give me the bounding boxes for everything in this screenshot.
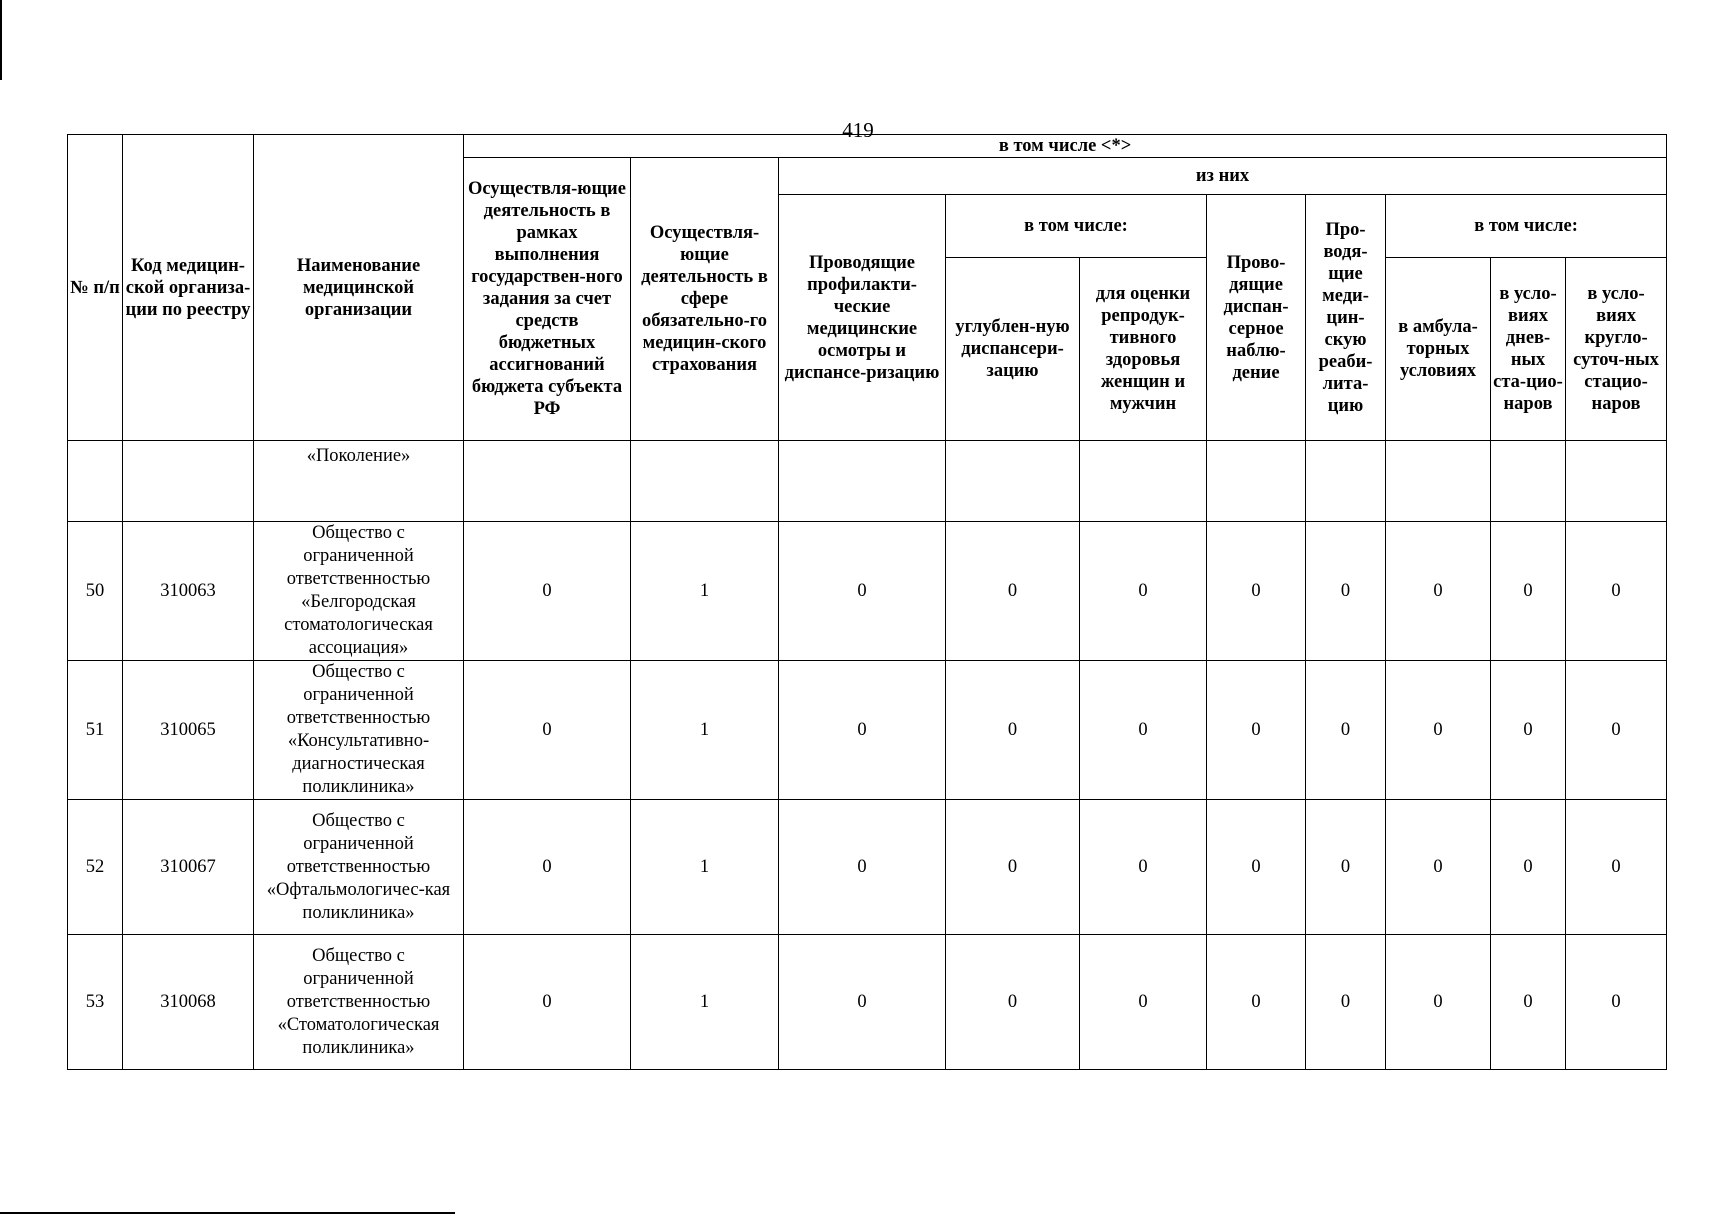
header-amb: в амбула-торных условиях bbox=[1386, 258, 1491, 441]
table-row bbox=[68, 661, 1667, 800]
row-value: 1 bbox=[631, 661, 779, 800]
row-num: 52 bbox=[68, 800, 123, 935]
header-code: Код медицин-ской организа-ции по реестру bbox=[123, 135, 254, 441]
row-name: Общество с ограниченной ответственностью «Офтальмологичес-кая поликлиника» bbox=[254, 800, 464, 935]
table-row bbox=[68, 522, 1667, 661]
row-value: 0 bbox=[1306, 661, 1386, 800]
row-value: 0 bbox=[1207, 522, 1306, 661]
cell-empty bbox=[1566, 441, 1667, 522]
continuation-name: «Поколение» bbox=[254, 441, 464, 522]
row-value: 0 bbox=[1080, 661, 1207, 800]
cell-empty bbox=[946, 441, 1080, 522]
row-value: 0 bbox=[1306, 522, 1386, 661]
header-name: Наименование медицинской организации bbox=[254, 135, 464, 441]
row-value: 0 bbox=[1491, 800, 1566, 935]
row-value: 0 bbox=[464, 935, 631, 1070]
row-value: 0 bbox=[1207, 661, 1306, 800]
row-value: 0 bbox=[1566, 935, 1667, 1070]
cell-empty bbox=[1207, 441, 1306, 522]
page-number: 419 bbox=[842, 118, 874, 142]
row-value: 0 bbox=[1491, 935, 1566, 1070]
header-of-them: из них bbox=[779, 158, 1667, 195]
row-code: 310065 bbox=[123, 661, 254, 800]
row-value: 0 bbox=[779, 661, 946, 800]
row-value: 0 bbox=[1491, 661, 1566, 800]
row-value: 0 bbox=[946, 522, 1080, 661]
cell-empty bbox=[1386, 441, 1491, 522]
scan-edge-line bbox=[0, 0, 2, 80]
cell-empty bbox=[68, 441, 123, 522]
header-round: в усло-виях кругло-суточ-ных стацио-наров bbox=[1566, 258, 1667, 441]
row-value: 0 bbox=[946, 935, 1080, 1070]
header-day: в усло-виях днев-ных ста-цио-наров bbox=[1491, 258, 1566, 441]
row-value: 0 bbox=[464, 661, 631, 800]
table-row bbox=[68, 800, 1667, 935]
row-value: 0 bbox=[1080, 935, 1207, 1070]
row-num: 53 bbox=[68, 935, 123, 1070]
row-value: 0 bbox=[1306, 935, 1386, 1070]
header-num: № п/п bbox=[68, 135, 123, 441]
cell-empty bbox=[123, 441, 254, 522]
row-name: Общество с ограниченной ответственностью «Белгородская стоматологическая ассоциация» bbox=[254, 522, 464, 661]
cell-empty bbox=[464, 441, 631, 522]
row-value: 0 bbox=[1207, 800, 1306, 935]
row-value: 0 bbox=[1386, 661, 1491, 800]
medical-organizations-table bbox=[67, 134, 1667, 1070]
row-value: 0 bbox=[779, 800, 946, 935]
header-oms: Осуществля-ющие деятельность в сфере обязательно-го медицин-ского страхования bbox=[631, 158, 779, 441]
row-value: 0 bbox=[946, 661, 1080, 800]
cell-empty bbox=[1080, 441, 1207, 522]
row-value: 0 bbox=[1386, 522, 1491, 661]
row-value: 0 bbox=[779, 935, 946, 1070]
row-value: 0 bbox=[1080, 522, 1207, 661]
row-value: 1 bbox=[631, 935, 779, 1070]
header-in-total: в том числе <*> bbox=[464, 135, 1667, 158]
header-budget: Осуществля-ющие деятельность в рамках выполнения государствен-ного задания за счет средств бюджетных ассигнований бюджета субъекта РФ bbox=[464, 158, 631, 441]
row-value: 0 bbox=[1386, 800, 1491, 935]
cell-empty bbox=[1306, 441, 1386, 522]
header-deep: углублен-ную диспансери-зацию bbox=[946, 258, 1080, 441]
header-rehab: Про-водя-щие меди-цин-скую реаби-лита-цию bbox=[1306, 195, 1386, 441]
row-value: 0 bbox=[1080, 800, 1207, 935]
header-incl-1: в том числе: bbox=[946, 195, 1207, 258]
header-disp: Прово-дящие диспан-серное наблю-дение bbox=[1207, 195, 1306, 441]
table-row bbox=[68, 935, 1667, 1070]
header-prof: Проводящие профилакти-ческие медицинские осмотры и диспансе-ризацию bbox=[779, 195, 946, 441]
cell-empty bbox=[631, 441, 779, 522]
row-code: 310063 bbox=[123, 522, 254, 661]
header-repro: для оценки репродук-тивного здоровья женщин и мужчин bbox=[1080, 258, 1207, 441]
row-value: 0 bbox=[1566, 800, 1667, 935]
row-value: 0 bbox=[1566, 522, 1667, 661]
row-value: 0 bbox=[1566, 661, 1667, 800]
row-name: Общество с ограниченной ответственностью «Консультативно-диагностическая поликлиника» bbox=[254, 661, 464, 800]
continuation-row bbox=[68, 441, 1667, 522]
row-code: 310068 bbox=[123, 935, 254, 1070]
row-value: 0 bbox=[1207, 935, 1306, 1070]
row-value: 0 bbox=[779, 522, 946, 661]
row-name: Общество с ограниченной ответственностью «Стоматологическая поликлиника» bbox=[254, 935, 464, 1070]
header-incl-2: в том числе: bbox=[1386, 195, 1667, 258]
cell-empty bbox=[1491, 441, 1566, 522]
row-value: 0 bbox=[1491, 522, 1566, 661]
row-value: 1 bbox=[631, 522, 779, 661]
row-value: 0 bbox=[464, 522, 631, 661]
row-num: 50 bbox=[68, 522, 123, 661]
row-value: 0 bbox=[464, 800, 631, 935]
header-row bbox=[68, 135, 1667, 158]
row-code: 310067 bbox=[123, 800, 254, 935]
row-num: 51 bbox=[68, 661, 123, 800]
cell-empty bbox=[779, 441, 946, 522]
row-value: 1 bbox=[631, 800, 779, 935]
row-value: 0 bbox=[1386, 935, 1491, 1070]
row-value: 0 bbox=[1306, 800, 1386, 935]
row-value: 0 bbox=[946, 800, 1080, 935]
